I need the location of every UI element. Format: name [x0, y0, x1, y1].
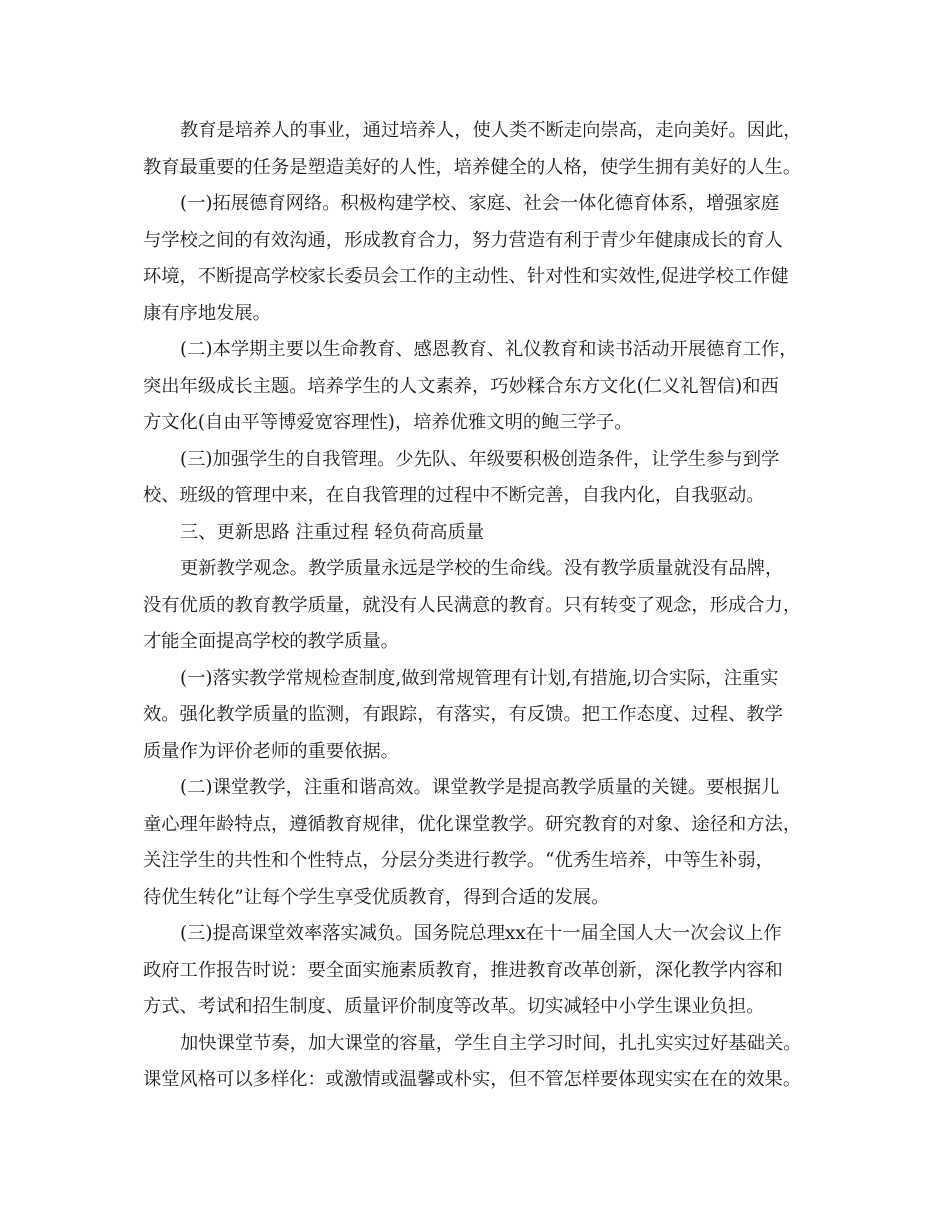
text-line: 加快课堂节奏，加大课堂的容量，学生自主学习时间，扎扎实实过好基础关。: [180, 1032, 802, 1054]
text-line: 质量作为评价老师的重要依据。: [143, 740, 399, 762]
text-line: 方文化(自由平等博爱宽容理性)，培养优雅文明的鲍三学子。: [143, 412, 633, 433]
text-line: 更新教学观念。教学质量永远是学校的生命线。没有教学质量就没有品牌，: [180, 558, 784, 579]
text-line: (二)本学期主要以生命教育、感恩教育、礼仪教育和读书活动开展德育工作，: [180, 339, 798, 360]
text-line: 才能全面提高学校的教学质量。: [143, 631, 399, 652]
text-line: 突出年级成长主题。培养学生的人文素养，巧妙糅合东方文化(仁义礼智信)和西: [143, 375, 779, 397]
text-line: 课堂风格可以多样化：或激情或温馨或朴实，但不管怎样要体现实实在在的效果。: [143, 1069, 802, 1090]
paragraph-teach-1: [143, 661, 807, 771]
document-body: [143, 113, 807, 1099]
paragraph-teach-3: [143, 916, 807, 1026]
paragraph-moral-3: [143, 442, 807, 515]
text-line: 政府工作报告时说：要全面实施素质教育，推进教育改革创新，深化教学内容和: [143, 959, 783, 981]
paragraph-concept: [143, 551, 807, 661]
text-line: 环境，不断提高学校家长委员会工作的主动性、针对性和实效性,促进学校工作健: [143, 266, 789, 287]
text-line: 教育是培养人的事业，通过培养人，使人类不断走向崇高，走向美好。因此，: [180, 120, 802, 141]
text-line: 校、班级的管理中来，在自我管理的过程中不断完善，自我内化，自我驱动。: [143, 485, 765, 506]
text-line: (二)课堂教学，注重和谐高效。课堂教学是提高教学质量的关键。要根据儿: [180, 777, 780, 798]
text-line: 没有优质的教育教学质量，就没有人民满意的教育。只有转变了观念，形成合力，: [143, 594, 802, 616]
text-line: 教育最重要的任务是塑造美好的人性，培养健全的人格，使学生拥有美好的人生。: [143, 156, 802, 178]
text-line: (三)提高课堂效率落实减负。国务院总理xx在十一届全国人大一次会议上作: [180, 923, 782, 944]
paragraph-heading-3: [143, 515, 807, 552]
text-line: 待优生转化”让每个学生享受优质教育，得到合适的发展。: [143, 886, 610, 908]
text-line: 效。强化教学质量的监测，有跟踪，有落实，有反馈。把工作态度、过程、教学: [143, 704, 783, 725]
text-line: 童心理年龄特点，遵循教育规律，优化课堂教学。研究教育的对象、途径和方法，: [143, 813, 802, 835]
text-line: 方式、考试和招生制度、质量评价制度等改革。切实减轻中小学生课业负担。: [143, 996, 765, 1017]
paragraph-moral-1: [143, 186, 807, 332]
paragraph-pace: [143, 1026, 807, 1099]
paragraph-teach-2: [143, 770, 807, 916]
text-line: (一)落实教学常规检查制度,做到常规管理有计划,有措施,切合实际，注重实: [180, 667, 779, 689]
text-line: (一)拓展德育网络。积极构建学校、家庭、社会一体化德育体系，增强家庭: [180, 193, 780, 214]
text-line: 关注学生的共性和个性特点，分层分类进行教学。“优秀生培养，中等生补弱，: [143, 850, 774, 871]
text-line: 与学校之间的有效沟通，形成教育合力，努力营造有利于青少年健康成长的育人: [143, 229, 783, 251]
text-line: 三、更新思路 注重过程 轻负荷高质量: [180, 521, 485, 543]
paragraph-intro: [143, 113, 807, 186]
paragraph-moral-2: [143, 332, 807, 442]
text-line: 康有序地发展。: [143, 302, 271, 324]
text-line: (三)加强学生的自我管理。少先队、年级要积极创造条件，让学生参与到学: [180, 448, 780, 470]
